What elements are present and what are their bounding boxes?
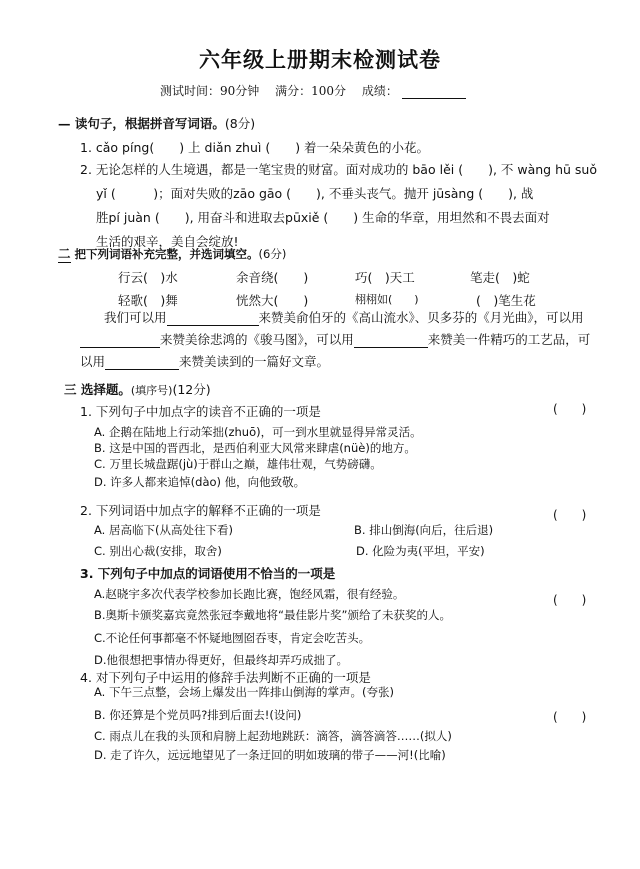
q2-answer-bracket[interactable]: ( ) bbox=[553, 508, 587, 522]
q4-option-b: B. 你还算是个党员吗?排到后面去!(设问) bbox=[94, 708, 302, 722]
result-label: 成绩： bbox=[361, 84, 398, 98]
word-item: 行云( )水 bbox=[118, 270, 178, 285]
word-item: 恍然大( ) bbox=[236, 293, 309, 308]
q1-option-c: C. 万里长城盘踞(jù)于群山之巅，雄伟壮观，气势磅礴。 bbox=[94, 457, 382, 471]
fill-blank-2[interactable] bbox=[80, 334, 160, 348]
section1-q2-line2: yǐ ( )；面对失败的zāo gāo ( ), 不垂头丧气。抛开 jūsàng ( ), 战 bbox=[96, 186, 534, 201]
section1-title: — 读句子，根据拼音写词语。 bbox=[58, 116, 225, 131]
q3-stem: 3. 下列句子中加点的词语使用不恰当的一项是 bbox=[80, 566, 336, 581]
fill-blank-4[interactable] bbox=[105, 356, 179, 370]
q4-answer-bracket[interactable]: ( ) bbox=[553, 710, 587, 724]
word-item: 轻歌( )舞 bbox=[118, 293, 178, 308]
score-label: 满分：100分 bbox=[275, 84, 347, 98]
word-item: 余音绕( ) bbox=[236, 270, 309, 285]
result-blank[interactable] bbox=[402, 86, 466, 99]
word-row-1 bbox=[0, 268, 640, 288]
section1-q2-line4: 生活的艰辛，美自会绽放! bbox=[96, 234, 239, 249]
section3-heading bbox=[64, 380, 211, 398]
section2-number: 二 bbox=[58, 246, 71, 261]
section1-q2-line1: 2. 无论怎样的人生境遇，都是一笔宝贵的财富。面对成功的 bāo lěi ( ), 不 wàng hū suǒ bbox=[80, 162, 597, 177]
fill-text: 来赞美徐悲鸿的《骏马图》，可以用 bbox=[160, 332, 354, 347]
section3-hint: (填序号) bbox=[130, 384, 173, 397]
word-item: 栩栩如( ) bbox=[355, 293, 419, 306]
exam-info bbox=[160, 82, 466, 99]
time-label: 测试时间：90分钟 bbox=[160, 84, 260, 98]
q3-option-b: B.奥斯卡颁奖嘉宾竟然张冠李戴地将“最佳影片奖”颁给了未获奖的人。 bbox=[94, 608, 451, 622]
q1-answer-bracket[interactable]: ( ) bbox=[553, 402, 587, 416]
q2-option-d: D. 化险为夷(平坦，平安) bbox=[356, 544, 485, 558]
q2-option-a: A. 居高临下(从高处往下看) bbox=[94, 523, 233, 537]
q1-stem: 1. 下列句子中加点字的读音不正确的一项是 bbox=[80, 404, 321, 419]
word-item: 笔走( )蛇 bbox=[470, 270, 530, 285]
q3-answer-bracket[interactable]: ( ) bbox=[553, 593, 587, 607]
q4-option-d: D. 走了许久，远远地望见了一条迂回的明如玻璃的带子——河!(比喻) bbox=[94, 748, 446, 762]
fill-text: 我们可以用 bbox=[104, 310, 167, 325]
q3-option-a: A.赵晓宇多次代表学校参加长跑比赛，饱经风霜，很有经验。 bbox=[94, 587, 405, 601]
section3-points: (12分) bbox=[172, 382, 211, 397]
fill-line-3 bbox=[80, 352, 329, 370]
q4-option-c: C. 雨点儿在我的头顶和肩膀上起劲地跳跃：滴答，滴答滴答……(拟人) bbox=[94, 729, 452, 743]
section1-q2-line3: 胜pí juàn ( ), 用奋斗和进取去pūxiě ( ) 生命的华章，用坦然和不畏去面对 bbox=[96, 210, 550, 225]
fill-text: 来赞美读到的一篇好文章。 bbox=[179, 354, 330, 369]
q4-option-a: A. 下午三点整，会场上爆发出一阵排山倒海的掌声。(夸张) bbox=[94, 685, 394, 699]
q1-option-a: A. 企鹅在陆地上行动笨拙(zhuō)，可一到水里就显得异常灵活。 bbox=[94, 425, 422, 439]
q3-option-c: C.不论任何事都毫不怀疑地囫囵吞枣，肯定会吃苦头。 bbox=[94, 631, 371, 645]
fill-line-1 bbox=[104, 308, 584, 326]
section1-heading bbox=[58, 114, 255, 132]
section2-title: 把下列词语补充完整，并选词填空。 bbox=[74, 247, 259, 261]
q3-option-d: D.他很想把事情办得更好，但最终却弄巧成拙了。 bbox=[94, 653, 349, 667]
q2-option-c: C. 别出心裁(安排，取舍) bbox=[94, 544, 222, 558]
section1-q1: 1. cǎo píng( ) 上 diǎn zhuì ( ) 着一朵朵黄色的小花。 bbox=[80, 140, 430, 155]
fill-text: 来赞美一件精巧的工艺品，可 bbox=[427, 332, 591, 347]
q1-option-b: B. 这是中国的晋西北，是西伯利亚大风常来肆虐(nüè)的地方。 bbox=[94, 441, 416, 455]
word-item: ( )笔生花 bbox=[476, 293, 536, 308]
section3-title: 三 选择题。 bbox=[64, 382, 131, 397]
page-title: 六年级上册期末检测试卷 bbox=[199, 48, 441, 72]
section1-points: (8分) bbox=[224, 116, 256, 131]
q2-stem: 2. 下列词语中加点字的解释不正确的一项是 bbox=[80, 503, 321, 518]
fill-blank-3[interactable] bbox=[354, 334, 428, 348]
fill-text: 来赞美俞伯牙的《高山流水》、贝多芬的《月光曲》，可以用 bbox=[258, 310, 584, 325]
q1-option-d: D. 许多人都来追悼(dào) 他，向他致敬。 bbox=[94, 475, 306, 489]
section2-heading bbox=[58, 244, 286, 263]
fill-line-2 bbox=[80, 330, 590, 348]
fill-text: 以用 bbox=[80, 354, 106, 369]
q4-stem: 4. 对下列句子中运用的修辞手法判断不正确的一项是 bbox=[80, 670, 371, 685]
word-item: 巧( )天工 bbox=[355, 270, 415, 285]
section2-points: (6分) bbox=[258, 247, 287, 261]
fill-blank-1[interactable] bbox=[167, 312, 259, 326]
q2-option-b: B. 排山倒海(向后，往后退) bbox=[354, 523, 494, 537]
